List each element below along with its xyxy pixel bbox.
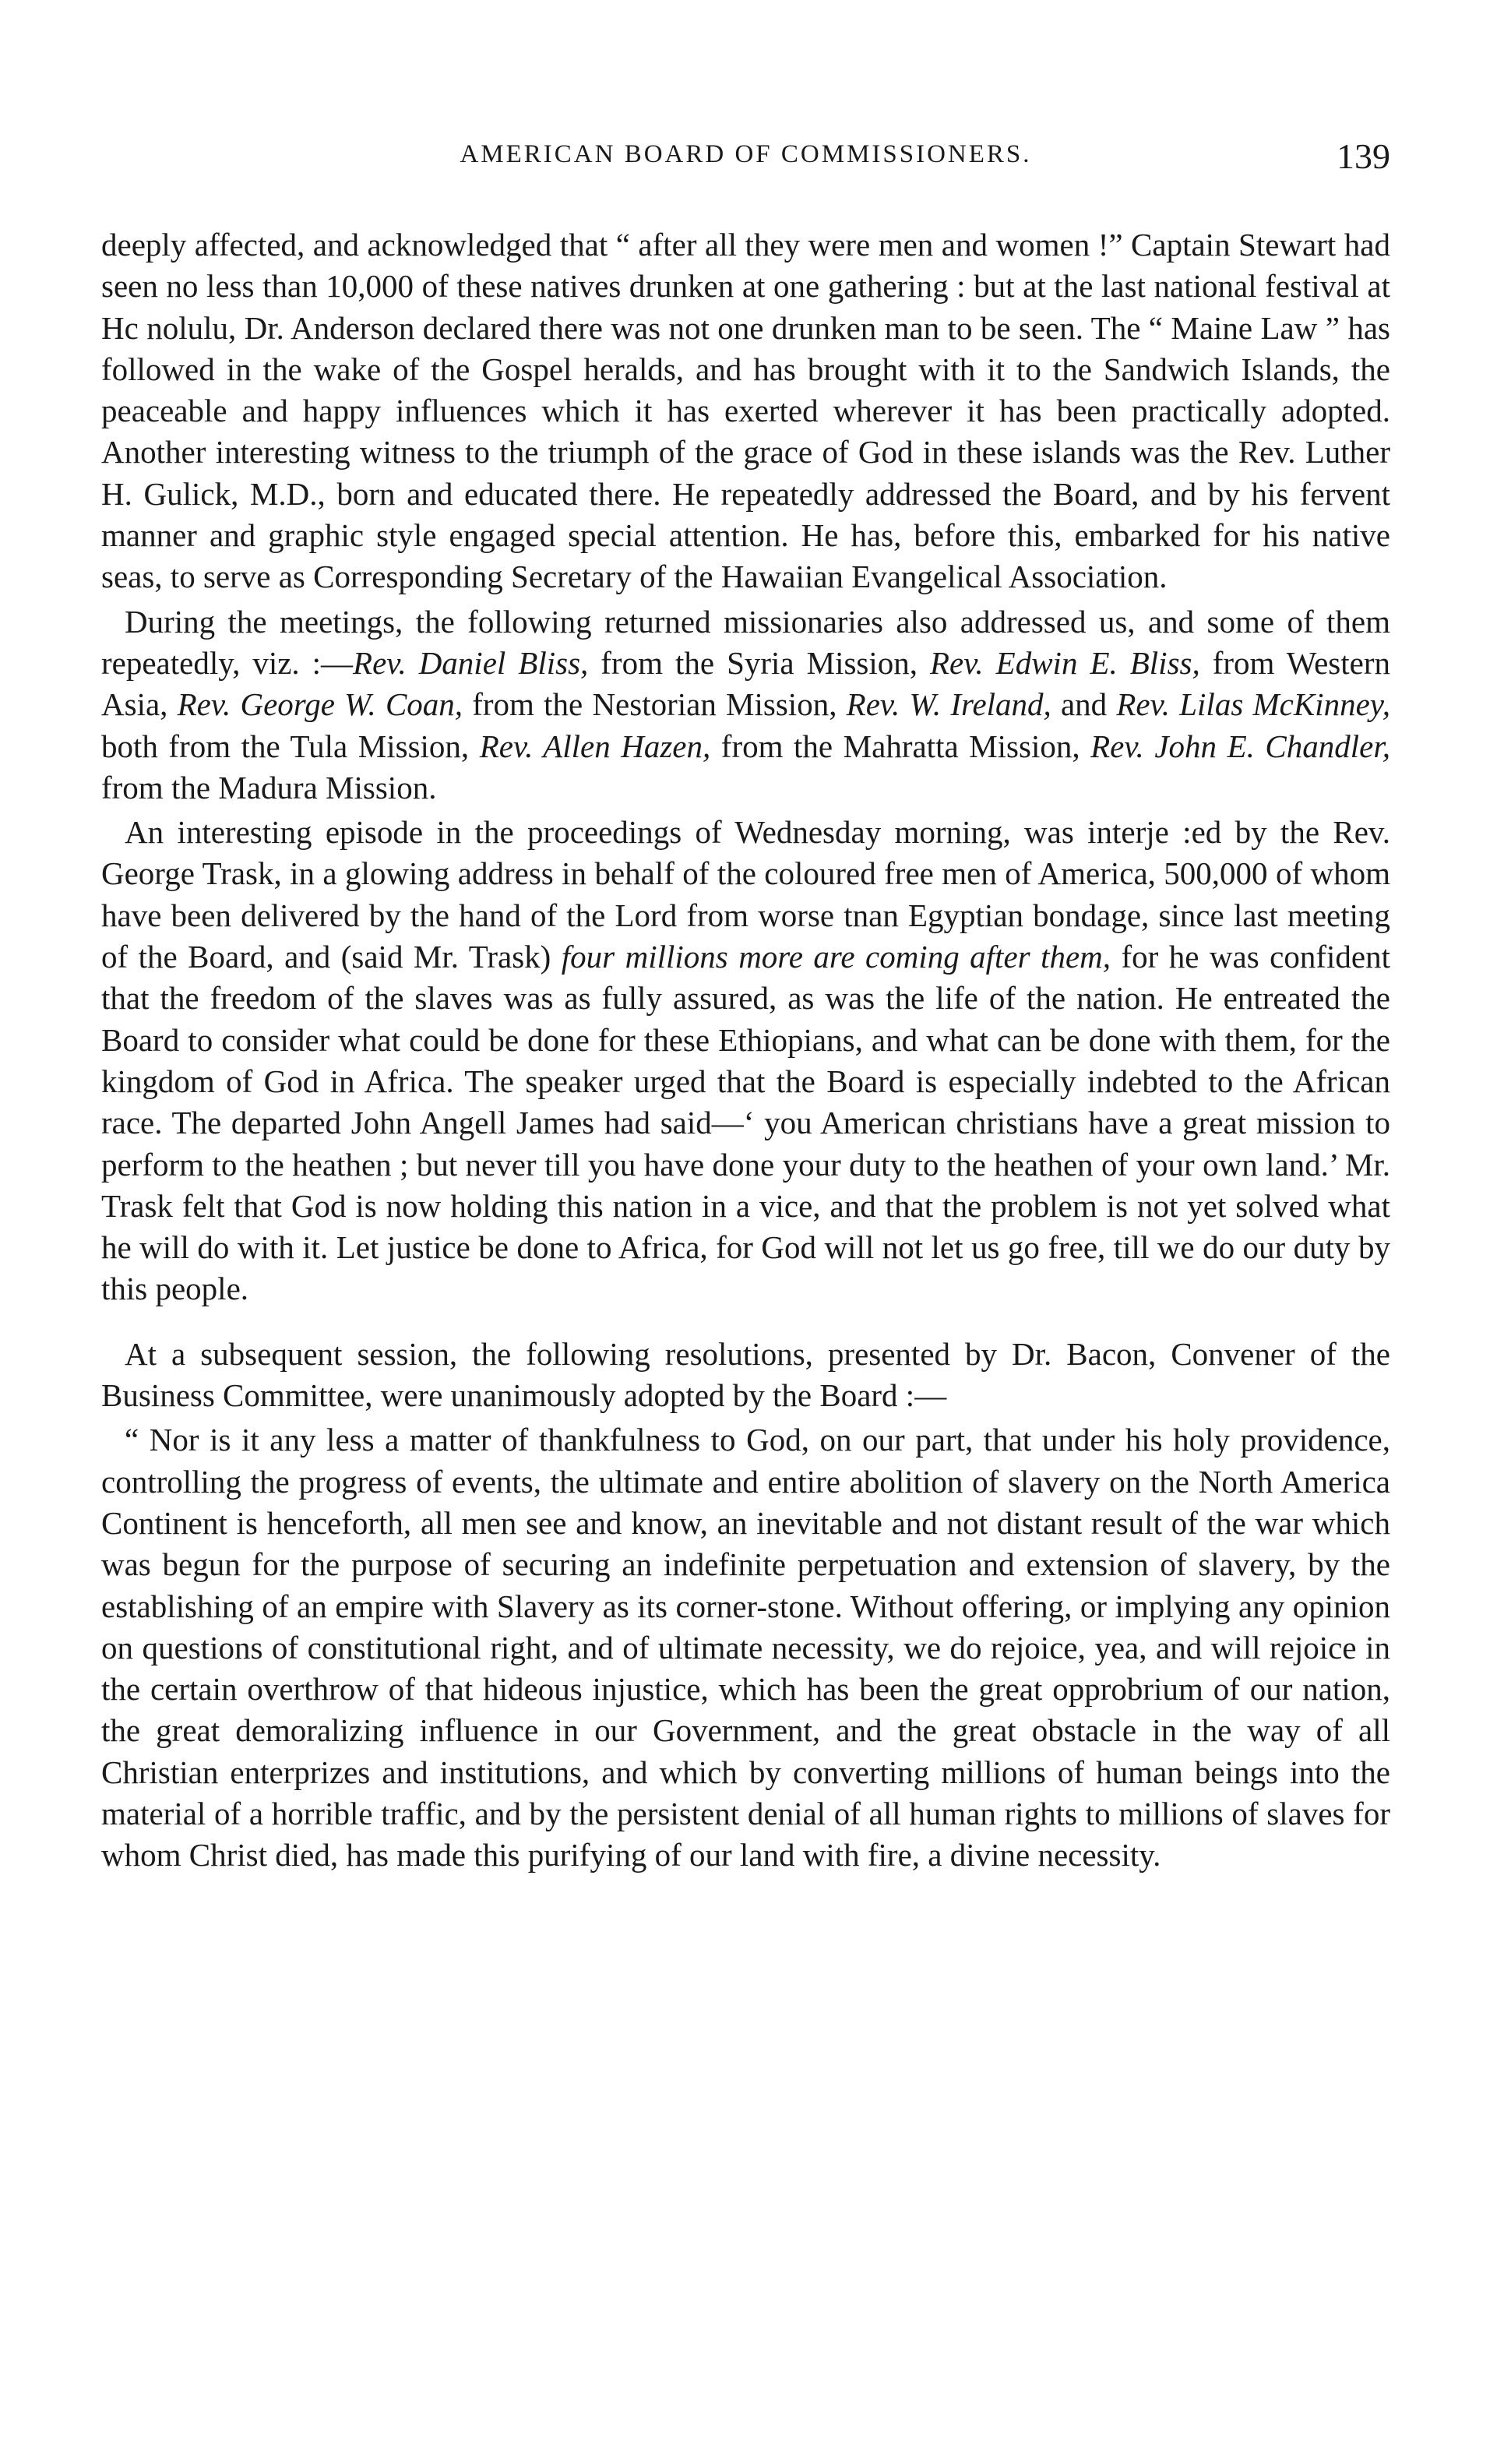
missionary-name: Rev. John E. Chandler, [1090,728,1390,764]
text-run: for he was confident that the freedom of the slaves was as fully assured, as was the life of the nation. He entreated the Board to consider what could be done for these Ethiopians, and what can be done with them, for the kingdom of God in Africa. The speaker urged that the Board is especially indebted to the African race. The departed John Angell James had said—‘ you American christians have a great mission to perform to the heathen ; but never till you have done your duty to the heathen of your own land.’ Mr. Trask felt that God is now holding this nation in a vice, and that the problem is not yet solved what he will do with it. Let justice be done to Africa, for God will not let us go free, till we do our duty by this people. [101,939,1390,1307]
paragraph-2 [101,601,1390,809]
emphasis: four millions more are coming after them, [561,939,1111,975]
resolution-quote: “ Nor is it any less a matter of thankfulness to God, on our part, that under his holy providence, controlling the progress of events, the ultimate and entire abolition of slavery on the North America Continent is henceforth, all men see and know, an inevitable and not distant result of the war which was begun for the purpose of securing an indefinite perpetuation and extension of slavery, by the establishing of an empire with Slavery as its corner-stone. Without offering, or implying any opinion on questions of constitutional right, and of ultimate necessity, we do rejoice, yea, and will rejoice in the certain overthrow of that hideous injustice, which has been the great opprobrium of our nation, the great demoralizing influence in our Government, and the great obstacle in the way of all Christian enterprizes and institutions, and which by converting millions of human beings into the material of a horrible traffic, and by the persistent denial of all human rights to millions of slaves for whom Christ died, has made this purifying of our land with fire, a divine necessity. [101,1422,1390,1874]
text-run: and [1051,686,1117,723]
text-run: During the meetings, the following returned missionaries also addressed us, and some of them repeatedly, viz. :— [101,603,1390,681]
page-number: 139 [1337,136,1390,176]
text-run: from the Nestorian Mission, [463,686,847,723]
page-header [101,136,1390,187]
text-run: from Western Asia, [101,644,1390,723]
paragraph-3 [101,812,1390,1310]
missionary-name: Rev. Lilas McKinney, [1116,686,1390,723]
text-run: from the Syria Mission, [588,644,931,681]
text-run: from the Madura Mission. [101,769,437,805]
missionary-name: Rev. Edwin E. Bliss, [930,644,1200,681]
running-head: AMERICAN BOARD OF COMMISSIONERS. [460,140,1032,168]
text-run: both from the Tula Mission, [101,728,480,764]
page-body [101,224,1390,1877]
book-page [101,136,1390,1877]
missionary-name: Rev. W. Ireland, [846,686,1051,723]
text-run: from the Mahratta Mission, [710,728,1091,764]
missionary-name: Rev. Daniel Bliss, [353,644,589,681]
missionary-name: Rev. George W. Coan, [177,686,463,723]
text-run: An interesting episode in the proceedings of Wednesday morning, was interje :ed by the Rev. George Trask, in a glowing address in behalf of the coloured free men of America, 500,000 of whom have been delivered by the hand of the Lord from worse tnan Egyptian bondage, since last meeting of the Board, and (said Mr. Trask) [101,814,1390,975]
paragraph-1: deeply affected, and acknowledged that “ after all they were men and women !” Captain Stewart had seen no less than 10,000 of these natives drunken at one gathering : but at the last national festival at Hc nolulu, Dr. Anderson declared there was not one drunken man to be seen. The “ Maine Law ” has followed in the wake of the Gospel heralds, and has brought with it to the Sandwich Islands, the peaceable and happy influences which it has exerted wherever it has been practically adopted. Another interesting witness to the triumph of the grace of God in these islands was the Rev. Luther H. Gulick, M.D., born and educated there. He repeatedly addressed the Board, and by his fervent manner and graphic style engaged special attention. He has, before this, embarked for his native seas, to serve as Corresponding Secretary of the Hawaiian Evangelical Association. [101,227,1390,595]
paragraph-4: At a subsequent session, the following resolutions, presented by Dr. Bacon, Convener of the Business Committee, were unanimously adopted by the Board :— [101,1335,1390,1414]
missionary-name: Rev. Allen Hazen, [479,728,711,764]
